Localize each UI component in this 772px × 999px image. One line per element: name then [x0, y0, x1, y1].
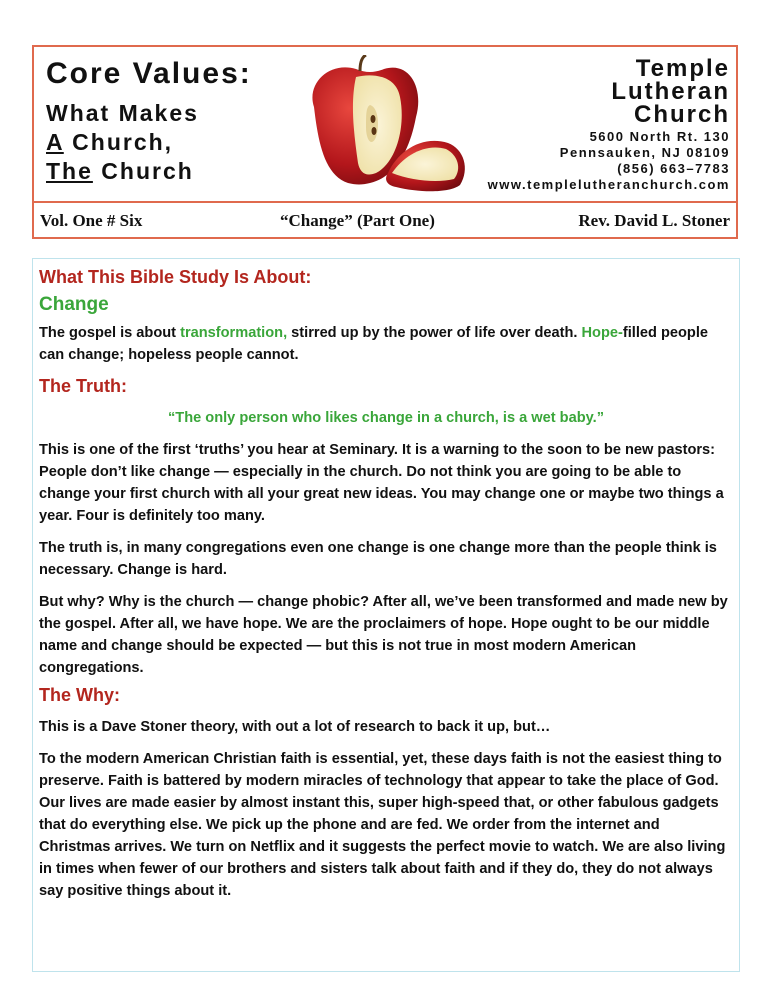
church-name-3: Church — [634, 101, 730, 128]
subtitle-line-2 — [46, 128, 199, 157]
paragraph-why-phobic: But why? Why is the church — change phobic? After all, we’ve been transformed and made new by the gospel. After all, we have hope. We are the proclaimers of hope. Hope ought to be our middle name and change should be expected — but this is not true in most modern American congregations. — [39, 594, 728, 676]
volume-label: Vol. One # Six — [40, 211, 143, 230]
paragraph-congregations: The truth is, in many congregations even one change is one change more than the people think is necessary. Change is hard. — [39, 540, 717, 578]
quote: “The only person who likes change in a church, is a wet baby.” — [167, 410, 605, 426]
heading-about: What This Bible Study Is About: — [39, 267, 312, 287]
page-subtitle — [46, 99, 199, 186]
church-info — [488, 57, 730, 193]
address-city: Pennsauken, NJ 08109 — [559, 145, 730, 160]
newsletter-header — [32, 45, 738, 239]
church-name-2: Lutheran — [611, 78, 730, 105]
p1-text-a: The gospel is about — [39, 325, 181, 341]
subtitle-line-2-rest: Church, — [63, 129, 174, 155]
heading-change: Change — [39, 294, 109, 315]
paragraph-theory: This is a Dave Stoner theory, with out a lot of research to back it up, but… — [39, 719, 551, 735]
p1-text-c: filled people can change; hopeless people cannot. — [39, 325, 708, 363]
p1-text-b: stirred up by the power of life over death. — [287, 325, 582, 341]
topic-label: “Change” (Part One) — [280, 211, 435, 230]
header-top — [34, 47, 736, 201]
subtitle-the: The — [46, 158, 93, 184]
subtitle-line-3-rest: Church — [92, 158, 194, 184]
hope-word: Hope- — [581, 325, 623, 341]
study-content — [32, 258, 740, 972]
paragraph-gospel — [39, 322, 733, 366]
header-divider — [34, 201, 736, 203]
transformation-word: transformation, — [180, 325, 288, 341]
church-address — [488, 129, 730, 193]
paragraph-seminary: This is one of the first ‘truths’ you hear at Seminary. It is a warning to the soon to be new pastors: People don’t like change — especially in the church. Do not think you are going to be able to change your first church with all your great new ideas. You may change one or maybe two things a year. Four is definitely too many. — [39, 442, 724, 524]
church-name-1: Temple — [635, 55, 730, 82]
page-title: Core Values: — [46, 57, 252, 90]
address-street: 5600 North Rt. 130 — [589, 129, 730, 144]
heading-truth: The Truth: — [39, 376, 127, 396]
issue-info-row — [34, 205, 736, 237]
church-phone: (856) 663–7783 — [617, 161, 730, 176]
subtitle-a: A — [46, 129, 64, 155]
heading-why: The Why: — [39, 685, 120, 705]
subtitle-line-1: What Makes — [46, 100, 199, 126]
author-label: Rev. David L. Stoner — [578, 211, 730, 230]
paragraph-faith: To the modern American Christian faith is essential, yet, these days faith is not the easiest thing to preserve. Faith is battered by modern miracles of technology that appear to take the place of God. Our lives are made easier by almost instant this, super high-speed that, or other fabulous gadgets that do everything else. We pick up the phone and are fed. We order from the internet and Christmas arrives. We turn on Netflix and it suggests the perfect movie to watch. We are also living in times when fewer of our brothers and sisters talk about faith and if they do, they do not always say positive things about it. — [39, 751, 726, 899]
apple-icon — [300, 55, 472, 197]
subtitle-line-3 — [46, 157, 199, 186]
church-website[interactable]: www.templelutheranchurch.com — [487, 177, 730, 192]
